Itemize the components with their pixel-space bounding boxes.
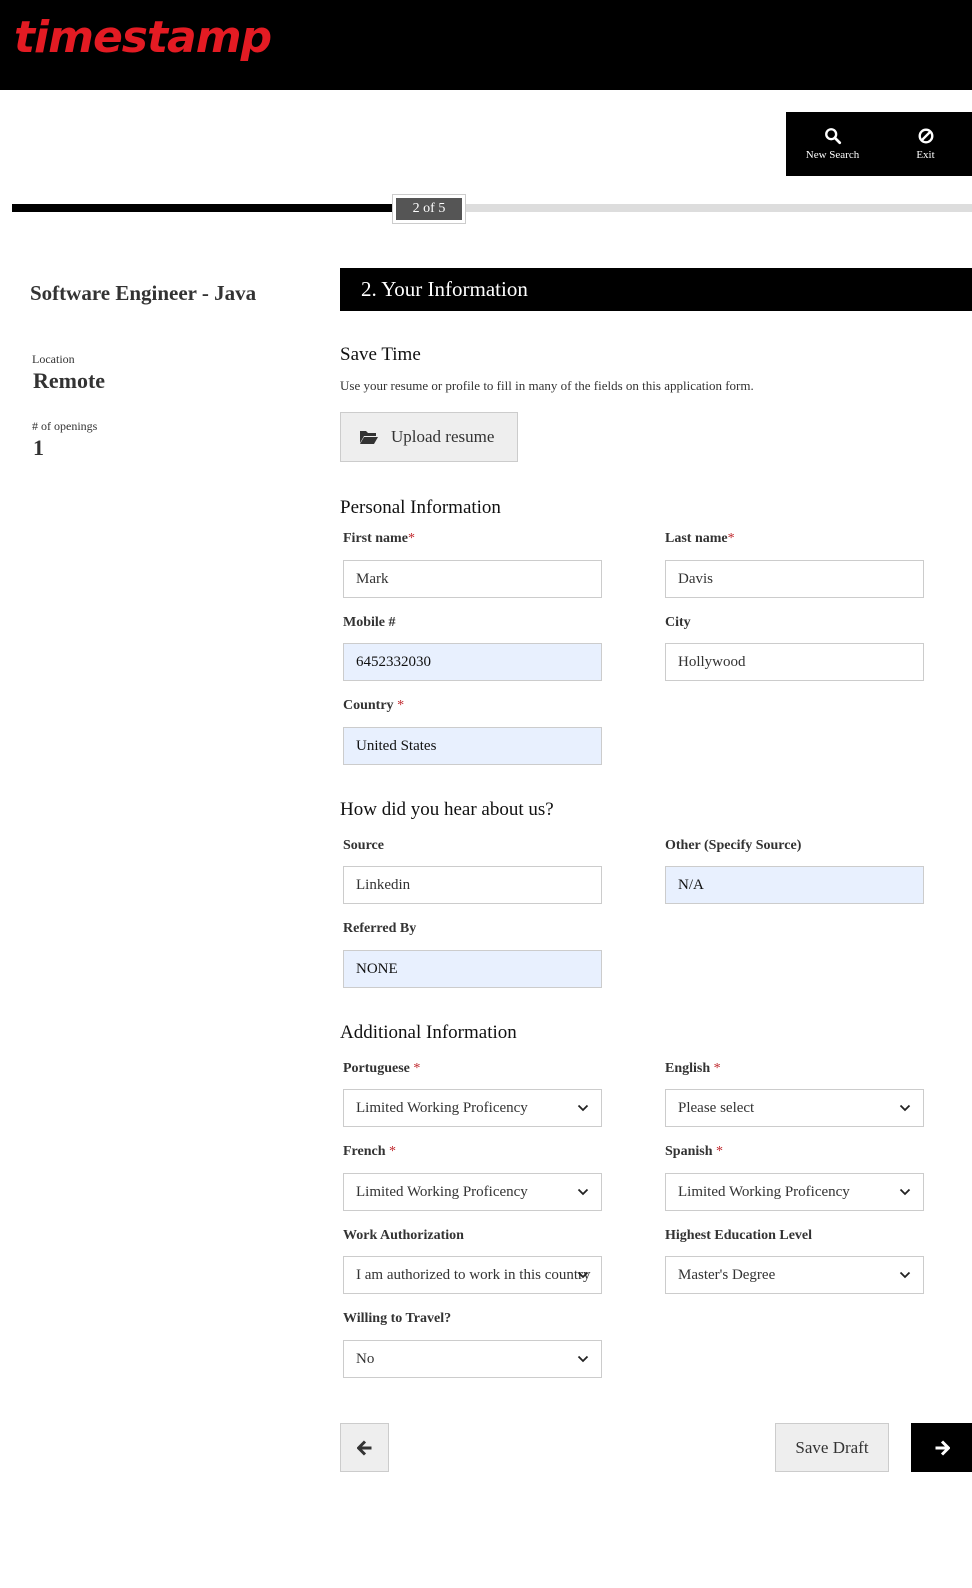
hear-about-heading: How did you hear about us? (340, 799, 554, 820)
required-mark: * (713, 1061, 721, 1076)
french-label-text: French (343, 1144, 386, 1159)
required-mark: * (715, 1144, 723, 1159)
referred-by-input[interactable]: NONE (343, 950, 602, 988)
french-select-value: Limited Working Proficency (356, 1184, 528, 1200)
first-name-label-text: First name (343, 531, 408, 546)
upload-resume-button[interactable] (340, 412, 518, 462)
required-mark: * (727, 531, 735, 546)
top-bar (0, 0, 972, 90)
exit-label: Exit (916, 149, 935, 161)
mobile-input[interactable]: 6452332030 (343, 643, 602, 681)
portuguese-select-value: Limited Working Proficency (356, 1100, 528, 1116)
portuguese-label (343, 1061, 420, 1077)
header-actions (786, 112, 972, 176)
city-input[interactable]: Hollywood (665, 643, 924, 681)
first-name-input[interactable]: Mark (343, 560, 602, 598)
save-draft-button[interactable]: Save Draft (775, 1423, 889, 1472)
back-button[interactable] (340, 1423, 389, 1472)
other-source-label: Other (Specify Source) (665, 838, 802, 853)
travel-label: Willing to Travel? (343, 1311, 452, 1326)
referred-by-label: Referred By (343, 921, 417, 936)
location-value: Remote (33, 368, 106, 393)
step-title: 2. Your Information (340, 268, 972, 311)
upload-resume-label: Upload resume (391, 427, 495, 446)
chevron-down-icon (577, 1186, 589, 1198)
required-mark: * (389, 1144, 397, 1159)
progress-bar (12, 204, 972, 212)
country-label-text: Country (343, 698, 394, 713)
required-mark: * (407, 531, 415, 546)
first-name-label (343, 531, 415, 547)
chevron-down-icon (899, 1269, 911, 1281)
english-select[interactable] (665, 1089, 924, 1127)
required-mark: * (397, 698, 405, 713)
progress-badge (392, 194, 466, 224)
education-level-label: Highest Education Level (665, 1228, 813, 1243)
portuguese-select[interactable] (343, 1089, 602, 1127)
job-title: Software Engineer - Java (30, 281, 257, 305)
openings-value: 1 (33, 435, 44, 460)
spanish-select[interactable] (665, 1173, 924, 1211)
brand-logo[interactable]: timestamp (14, 12, 272, 63)
source-input[interactable]: Linkedin (343, 866, 602, 904)
french-label (343, 1144, 396, 1160)
location-label: Location (32, 352, 75, 366)
english-select-value: Please select (678, 1100, 755, 1116)
source-label: Source (343, 838, 384, 853)
travel-select-value: No (356, 1351, 375, 1367)
spanish-label-text: Spanish (665, 1144, 713, 1159)
english-label-text: English (665, 1061, 711, 1076)
mobile-label: Mobile # (343, 615, 396, 630)
progress-label: 2 of 5 (396, 198, 462, 220)
additional-info-heading: Additional Information (340, 1022, 517, 1043)
spanish-label (665, 1144, 723, 1160)
new-search-button[interactable] (786, 112, 879, 176)
personal-info-heading: Personal Information (340, 497, 501, 518)
arrow-left-icon (357, 1440, 373, 1456)
education-level-select[interactable] (665, 1256, 924, 1294)
english-label (665, 1061, 721, 1077)
last-name-label (665, 531, 735, 547)
country-label (343, 698, 404, 714)
city-label: City (665, 615, 691, 630)
spanish-select-value: Limited Working Proficency (678, 1184, 850, 1200)
search-icon (824, 127, 842, 145)
last-name-input[interactable]: Davis (665, 560, 924, 598)
education-level-select-value: Master's Degree (678, 1267, 776, 1283)
chevron-down-icon (577, 1269, 589, 1281)
new-search-label: New Search (805, 149, 860, 161)
country-input[interactable]: United States (343, 727, 602, 765)
portuguese-label-text: Portuguese (343, 1061, 410, 1076)
chevron-down-icon (899, 1102, 911, 1114)
chevron-down-icon (577, 1102, 589, 1114)
travel-select[interactable] (343, 1340, 602, 1378)
openings-label: # of openings (32, 419, 98, 433)
work-authorization-select[interactable] (343, 1256, 602, 1294)
french-select[interactable] (343, 1173, 602, 1211)
chevron-down-icon (577, 1353, 589, 1365)
next-button[interactable] (911, 1423, 972, 1472)
exit-button[interactable] (879, 112, 972, 176)
save-time-description: Use your resume or profile to fill in many of the fields on this application form. (340, 378, 754, 393)
save-time-heading: Save Time (340, 344, 421, 365)
exit-icon (917, 127, 935, 145)
required-mark: * (413, 1061, 421, 1076)
last-name-label-text: Last name (665, 531, 728, 546)
other-source-input[interactable]: N/A (665, 866, 924, 904)
chevron-down-icon (899, 1186, 911, 1198)
work-authorization-select-value: I am authorized to work in this country (356, 1267, 591, 1283)
folder-open-icon (359, 429, 379, 445)
arrow-right-icon (934, 1440, 950, 1456)
progress-fill (12, 204, 396, 212)
work-authorization-label: Work Authorization (343, 1228, 464, 1243)
